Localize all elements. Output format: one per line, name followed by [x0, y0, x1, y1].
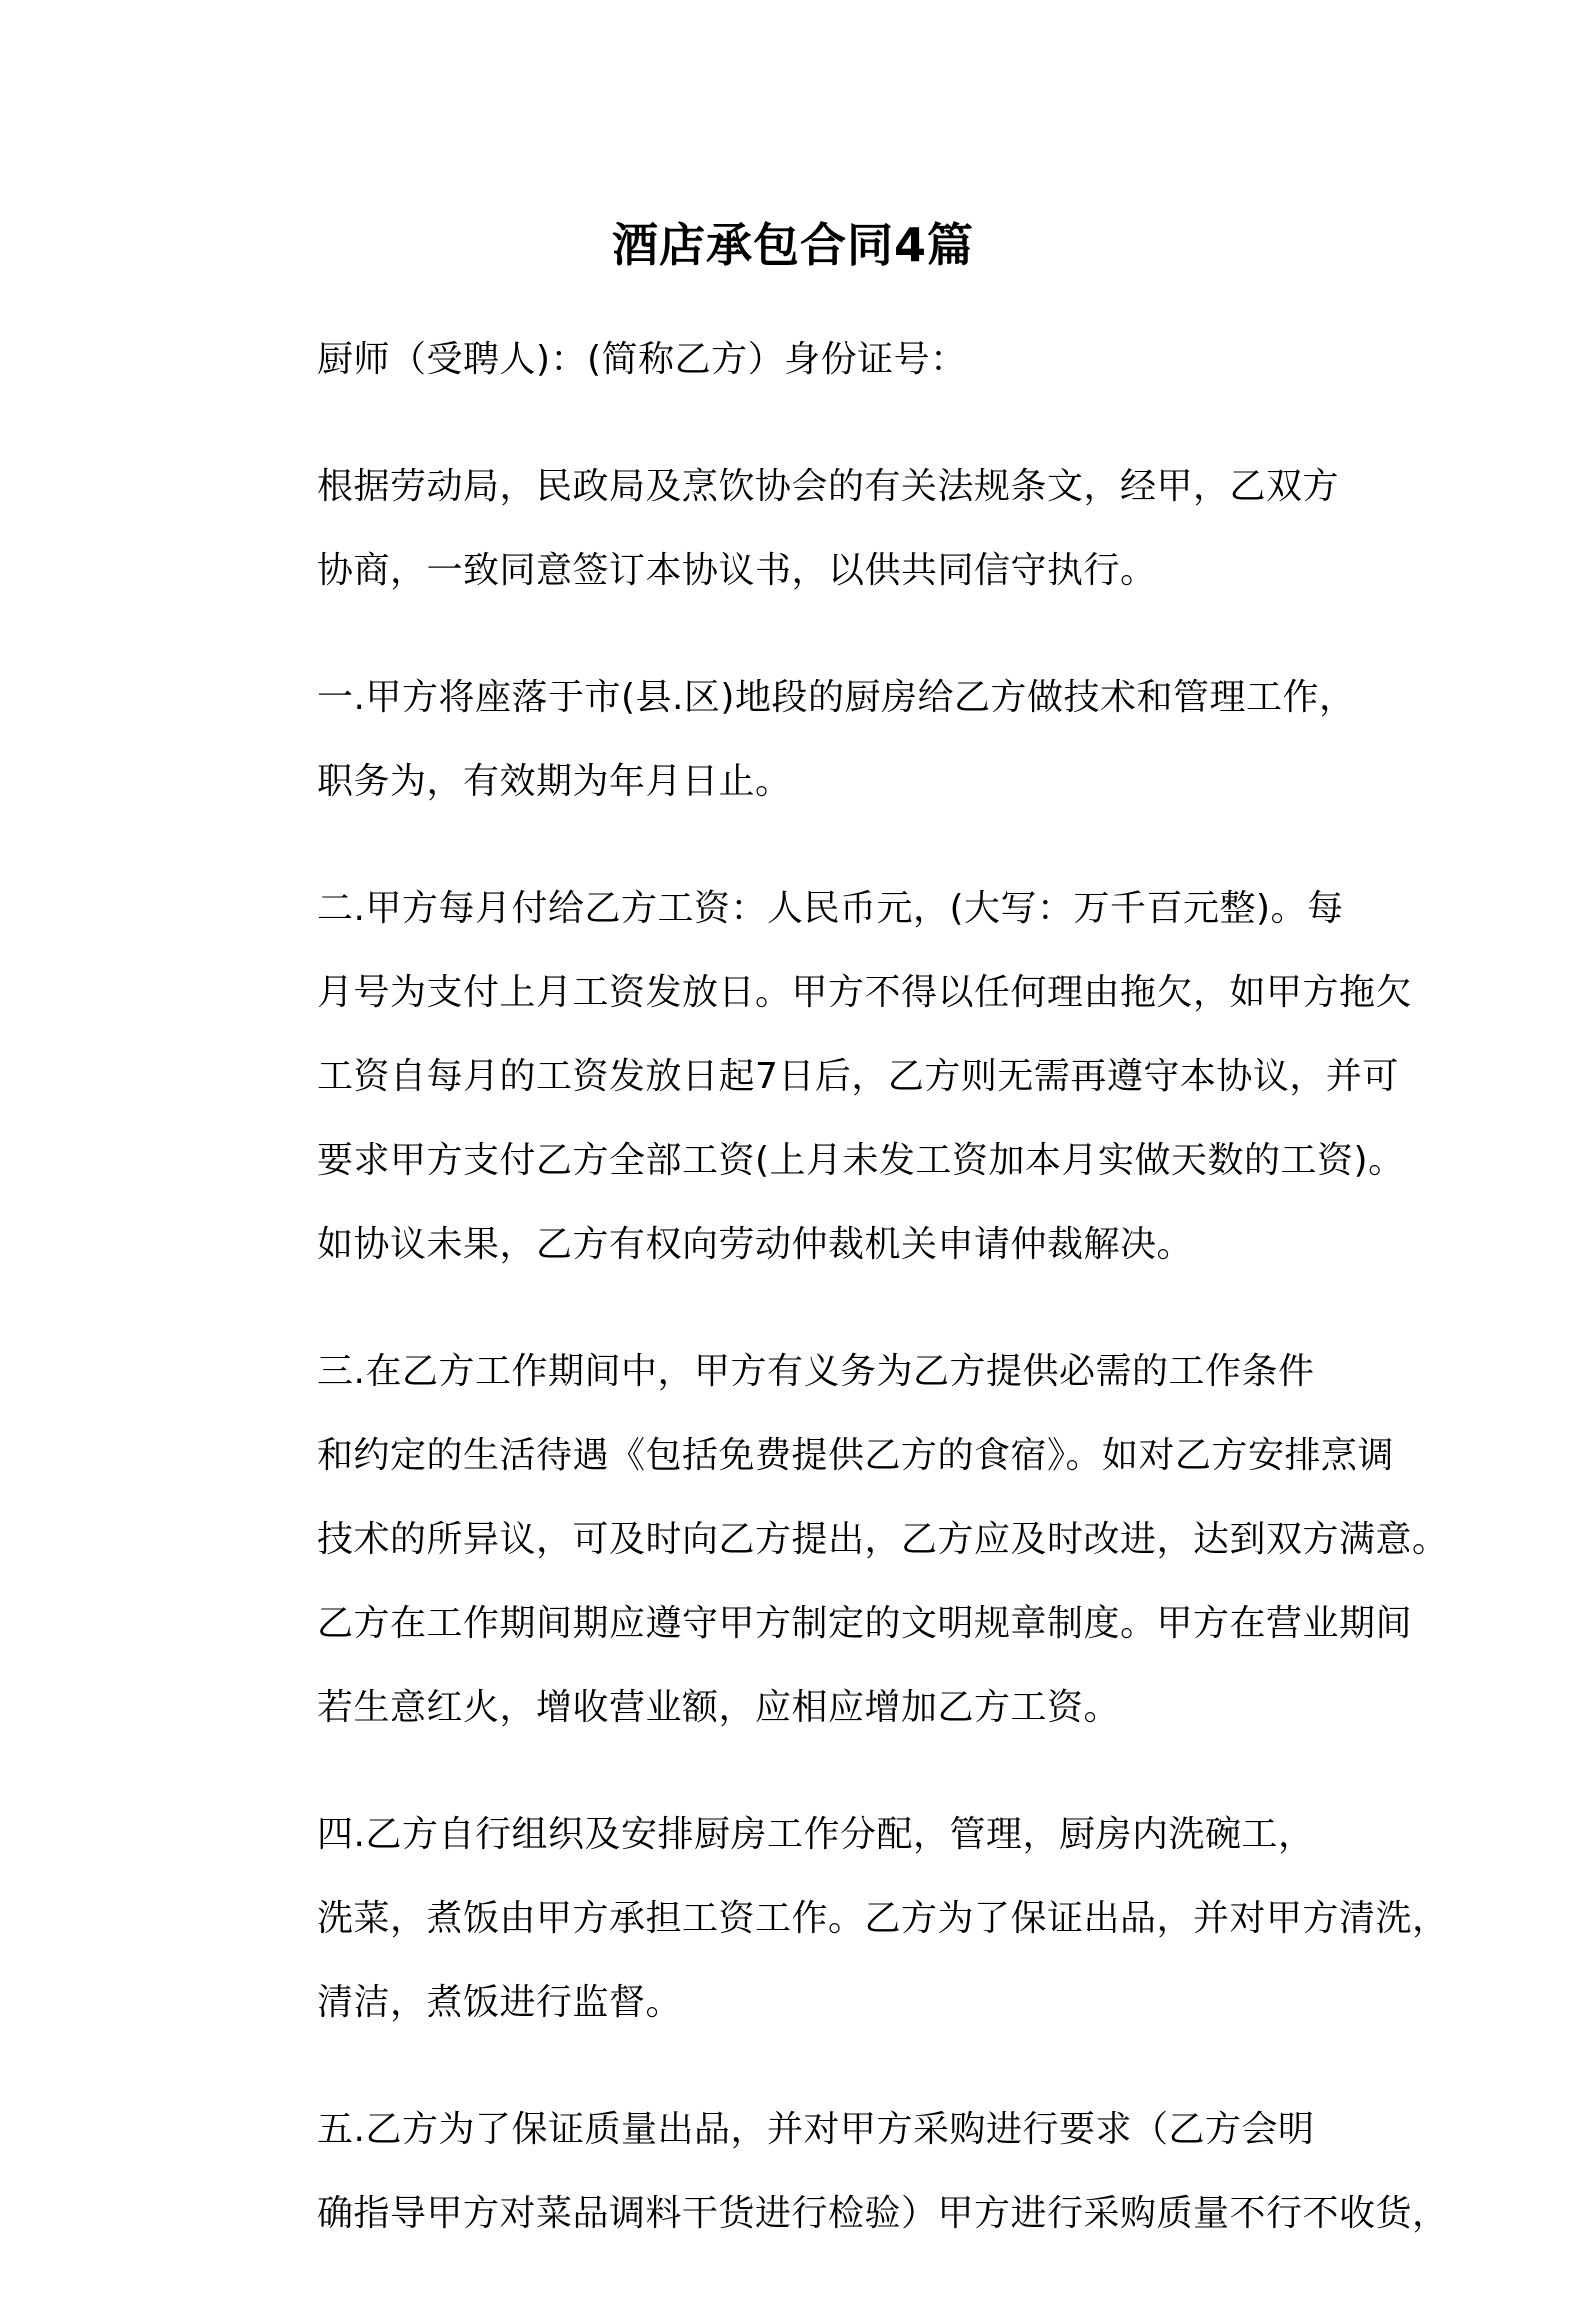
paragraph-clause-1: [240, 656, 1360, 824]
paragraph-line: 根据劳动局，民政局及烹饮协会的有关法规条文，经甲，乙双方: [317, 466, 1340, 507]
paragraph-line: 五.乙方为了保证质量出品，并对甲方采购进行要求（乙方会明: [317, 2109, 1315, 2150]
paragraph-clause-2: [240, 867, 1413, 1287]
paragraph-line: 技术的所异议，可及时向乙方提出，乙方应及时改进，达到双方满意。: [317, 1519, 1449, 1560]
paragraph-line: 厨师（受聘人)：(简称乙方）身份证号：: [317, 339, 967, 380]
paragraph-line: 二.甲方每月付给乙方工资：人民币元，(大写：万千百元整)。每: [317, 888, 1344, 929]
paragraph-line: 确指导甲方对菜品调料干货进行检验）甲方进行采购质量不行不收货，: [317, 2193, 1449, 2234]
paragraph-line: 洗菜，煮饭由甲方承担工资工作。乙方为了保证出品，并对甲方清洗，: [317, 1898, 1449, 1939]
paragraph-clause-4: [240, 1793, 1449, 2045]
paragraph-clause-5: [240, 2088, 1449, 2256]
document-body: [240, 318, 1449, 2299]
paragraph-line: 清洁，煮饭进行监督。: [317, 1982, 683, 2023]
paragraph-chef-info: [240, 318, 1360, 402]
paragraph-line: 如协议未果，乙方有权向劳动仲裁机关申请仲裁解决。: [317, 1224, 1194, 1265]
paragraph-line: 一.甲方将座落于市(县.区)地段的厨房给乙方做技术和管理工作，: [317, 677, 1356, 718]
document-title: 酒店承包合同4篇: [611, 218, 974, 272]
paragraph-clause-3: [240, 1330, 1449, 1750]
paragraph-line: 和约定的生活待遇《包括免费提供乙方的食宿》。如对乙方安排烹调: [317, 1435, 1395, 1476]
paragraph-line: 协商，一致同意签订本协议书，以供共同信守执行。: [317, 550, 1157, 591]
paragraph-line: 乙方在工作期间期应遵守甲方制定的文明规章制度。甲方在营业期间: [317, 1603, 1413, 1644]
paragraph-basis: [240, 445, 1360, 613]
paragraph-line: 月号为支付上月工资发放日。甲方不得以任何理由拖欠，如甲方拖欠: [317, 972, 1413, 1013]
paragraph-line: 职务为，有效期为年月日止。: [317, 761, 792, 802]
paragraph-line: 若生意红火，增收营业额，应相应增加乙方工资。: [317, 1687, 1121, 1728]
paragraph-line: 工资自每月的工资发放日起7日后，乙方则无需再遵守本协议，并可: [317, 1056, 1399, 1097]
paragraph-line: 三.在乙方工作期间中，甲方有义务为乙方提供必需的工作条件: [317, 1351, 1315, 1392]
paragraph-line: 四.乙方自行组织及安排厨房工作分配，管理，厨房内洗碗工，: [317, 1814, 1315, 1855]
paragraph-line: 要求甲方支付乙方全部工资(上月未发工资加本月实做天数的工资)。: [317, 1140, 1405, 1181]
